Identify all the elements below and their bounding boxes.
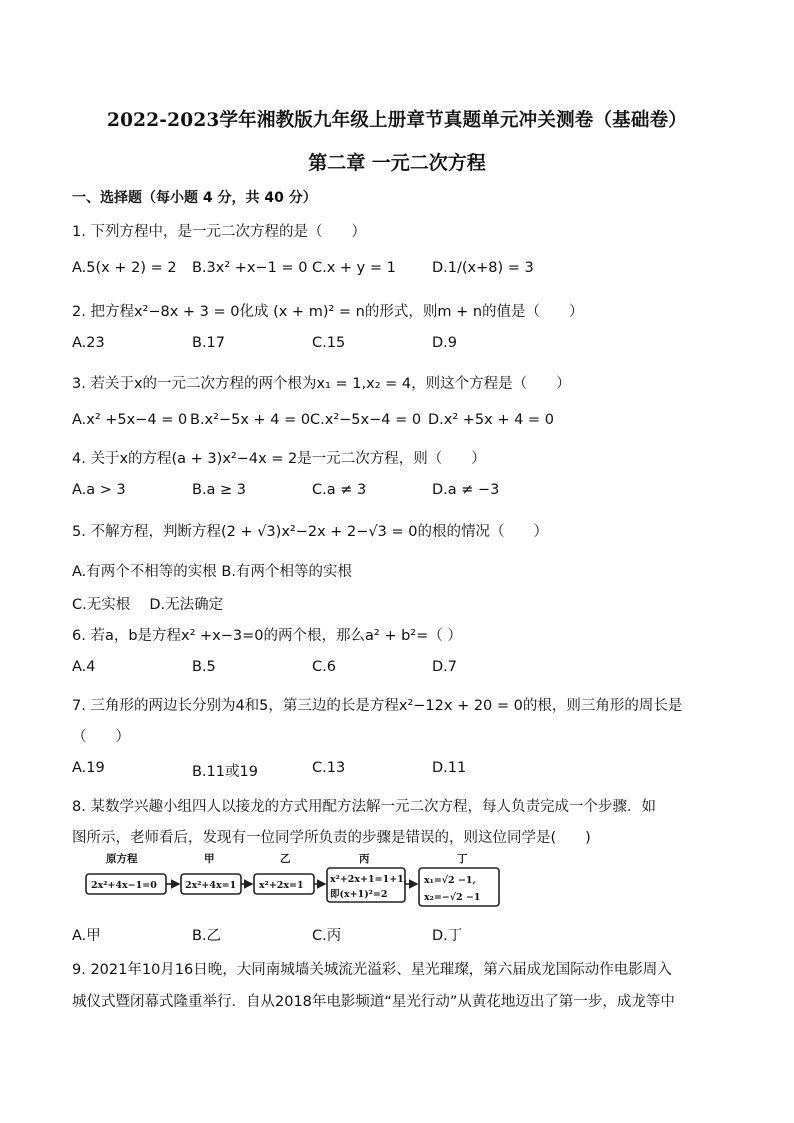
question-5-options-cd: C.无实根 D.无法确定 (72, 597, 224, 613)
question-3-options (72, 412, 732, 434)
option-b: B.11或19 (192, 764, 258, 780)
question-5-stem: 5. 不解方程，判断方程(2 + √3)x²−2x + 2−√3 = 0的根的情况（ ） (72, 524, 548, 540)
section-heading: 一、选择题（每小题 4 分，共 40 分） (72, 190, 317, 206)
question-3-stem: 3. 若关于x的一元二次方程的两个根为x₁ = 1,x₂ = 4，则这个方程是（ ） (72, 376, 571, 392)
option-c: C.a ≠ 3 (312, 482, 367, 498)
chapter-title: 第二章 一元二次方程 (308, 152, 486, 174)
question-7-options (72, 760, 732, 782)
option-b: B.3x² +x−1 = 0 (192, 260, 308, 276)
flow-text-bing-2: 即(x+1)²=2 (330, 889, 388, 900)
question-1-options (72, 260, 732, 282)
option-d: D.x² +5x + 4 = 0 (428, 412, 554, 428)
option-a: A.甲 (72, 928, 101, 944)
flow-header-yi: 乙 (280, 853, 291, 865)
question-7-stem: 7. 三角形的两边长分别为4和5，第三边的长是方程x²−12x + 20 = 0的根，则三角形的周长是 (72, 698, 683, 714)
question-6-options (72, 659, 732, 681)
option-b: B.17 (192, 335, 226, 351)
flow-text-original: 2x²+4x−1=0 (91, 880, 157, 891)
flow-text-ding-1: x₁=√2 −1, (424, 875, 476, 886)
option-c: C.6 (312, 659, 336, 675)
option-b: B.乙 (192, 928, 222, 944)
question-1-stem: 1. 下列方程中，是一元二次方程的是（ ） (72, 224, 366, 240)
option-d: D.丁 (432, 928, 463, 944)
question-7-stem-cont: （ ） (72, 729, 130, 745)
option-a: A.x² +5x−4 = 0 (72, 412, 188, 428)
option-c: C.x + y = 1 (312, 260, 396, 276)
flow-header-original: 原方程 (106, 853, 138, 865)
question-5-options-ab: A.有两个不相等的实根 B.有两个相等的实根 (72, 564, 352, 580)
question-8-options (72, 924, 732, 946)
option-d: D.9 (432, 335, 457, 351)
question-4-stem: 4. 关于x的方程(a + 3)x²−4x = 2是一元二次方程，则（ ） (72, 451, 486, 467)
option-c: C.丙 (312, 928, 342, 944)
option-a: A.4 (72, 659, 96, 675)
flow-text-yi: x²+2x=1 (259, 880, 304, 891)
question-9-line-2: 城仪式暨闭幕式隆重举行．自从2018年电影频道“星光行动”从黄花地迈出了第一步，成龙等中 (72, 994, 675, 1010)
flow-text-bing-1: x²+2x+1=1+1, (330, 874, 408, 885)
option-a: A.a > 3 (72, 482, 126, 498)
question-9-line-1: 9. 2021年10月16日晚，大同南城墙关城流光溢彩、星光璀璨，第六届成龙国际动作电影周入 (72, 962, 672, 978)
solution-flow-diagram (84, 853, 504, 913)
question-8-stem: 8. 某数学兴趣小组四人以接龙的方式用配方法解一元二次方程，每人负责完成一个步骤．如 (72, 799, 656, 815)
option-d: D.11 (432, 760, 467, 776)
option-c: C.x²−5x−4 = 0 (310, 412, 422, 428)
option-c: C.15 (312, 335, 346, 351)
flow-header-ding: 丁 (457, 853, 468, 865)
option-b: B.x²−5x + 4 = 0 (190, 412, 311, 428)
option-a: A.5(x + 2) = 2 (72, 260, 177, 276)
question-8-stem-cont: 图所示，老师看后，发现有一位同学所负责的步骤是错误的，则这位同学是( ) (72, 830, 591, 846)
question-2-options (72, 335, 732, 357)
question-2-stem: 2. 把方程x²−8x + 3 = 0化成 (x + m)² = n的形式，则m + n的值是（ ） (72, 304, 584, 320)
flow-text-jia: 2x²+4x=1 (185, 880, 237, 891)
option-d: D.a ≠ −3 (432, 482, 500, 498)
question-6-stem: 6. 若a，b是方程x² +x−3=0的两个根，那么a² + b²=（ ） (72, 628, 462, 644)
option-a: A.23 (72, 335, 105, 351)
option-b: B.a ≥ 3 (192, 482, 247, 498)
exam-title: 2022-2023学年湘教版九年级上册章节真题单元冲关测卷（基础卷） (107, 110, 687, 131)
flow-header-bing: 丙 (359, 853, 370, 865)
flow-text-ding-2: x₂=−√2 −1 (424, 892, 481, 903)
flow-header-jia: 甲 (204, 853, 215, 865)
question-4-options (72, 482, 732, 504)
option-b: B.5 (192, 659, 216, 675)
option-c: C.13 (312, 760, 346, 776)
option-a: A.19 (72, 760, 105, 776)
option-d: D.7 (432, 659, 457, 675)
option-d: D.1/(x+8) = 3 (432, 260, 534, 276)
